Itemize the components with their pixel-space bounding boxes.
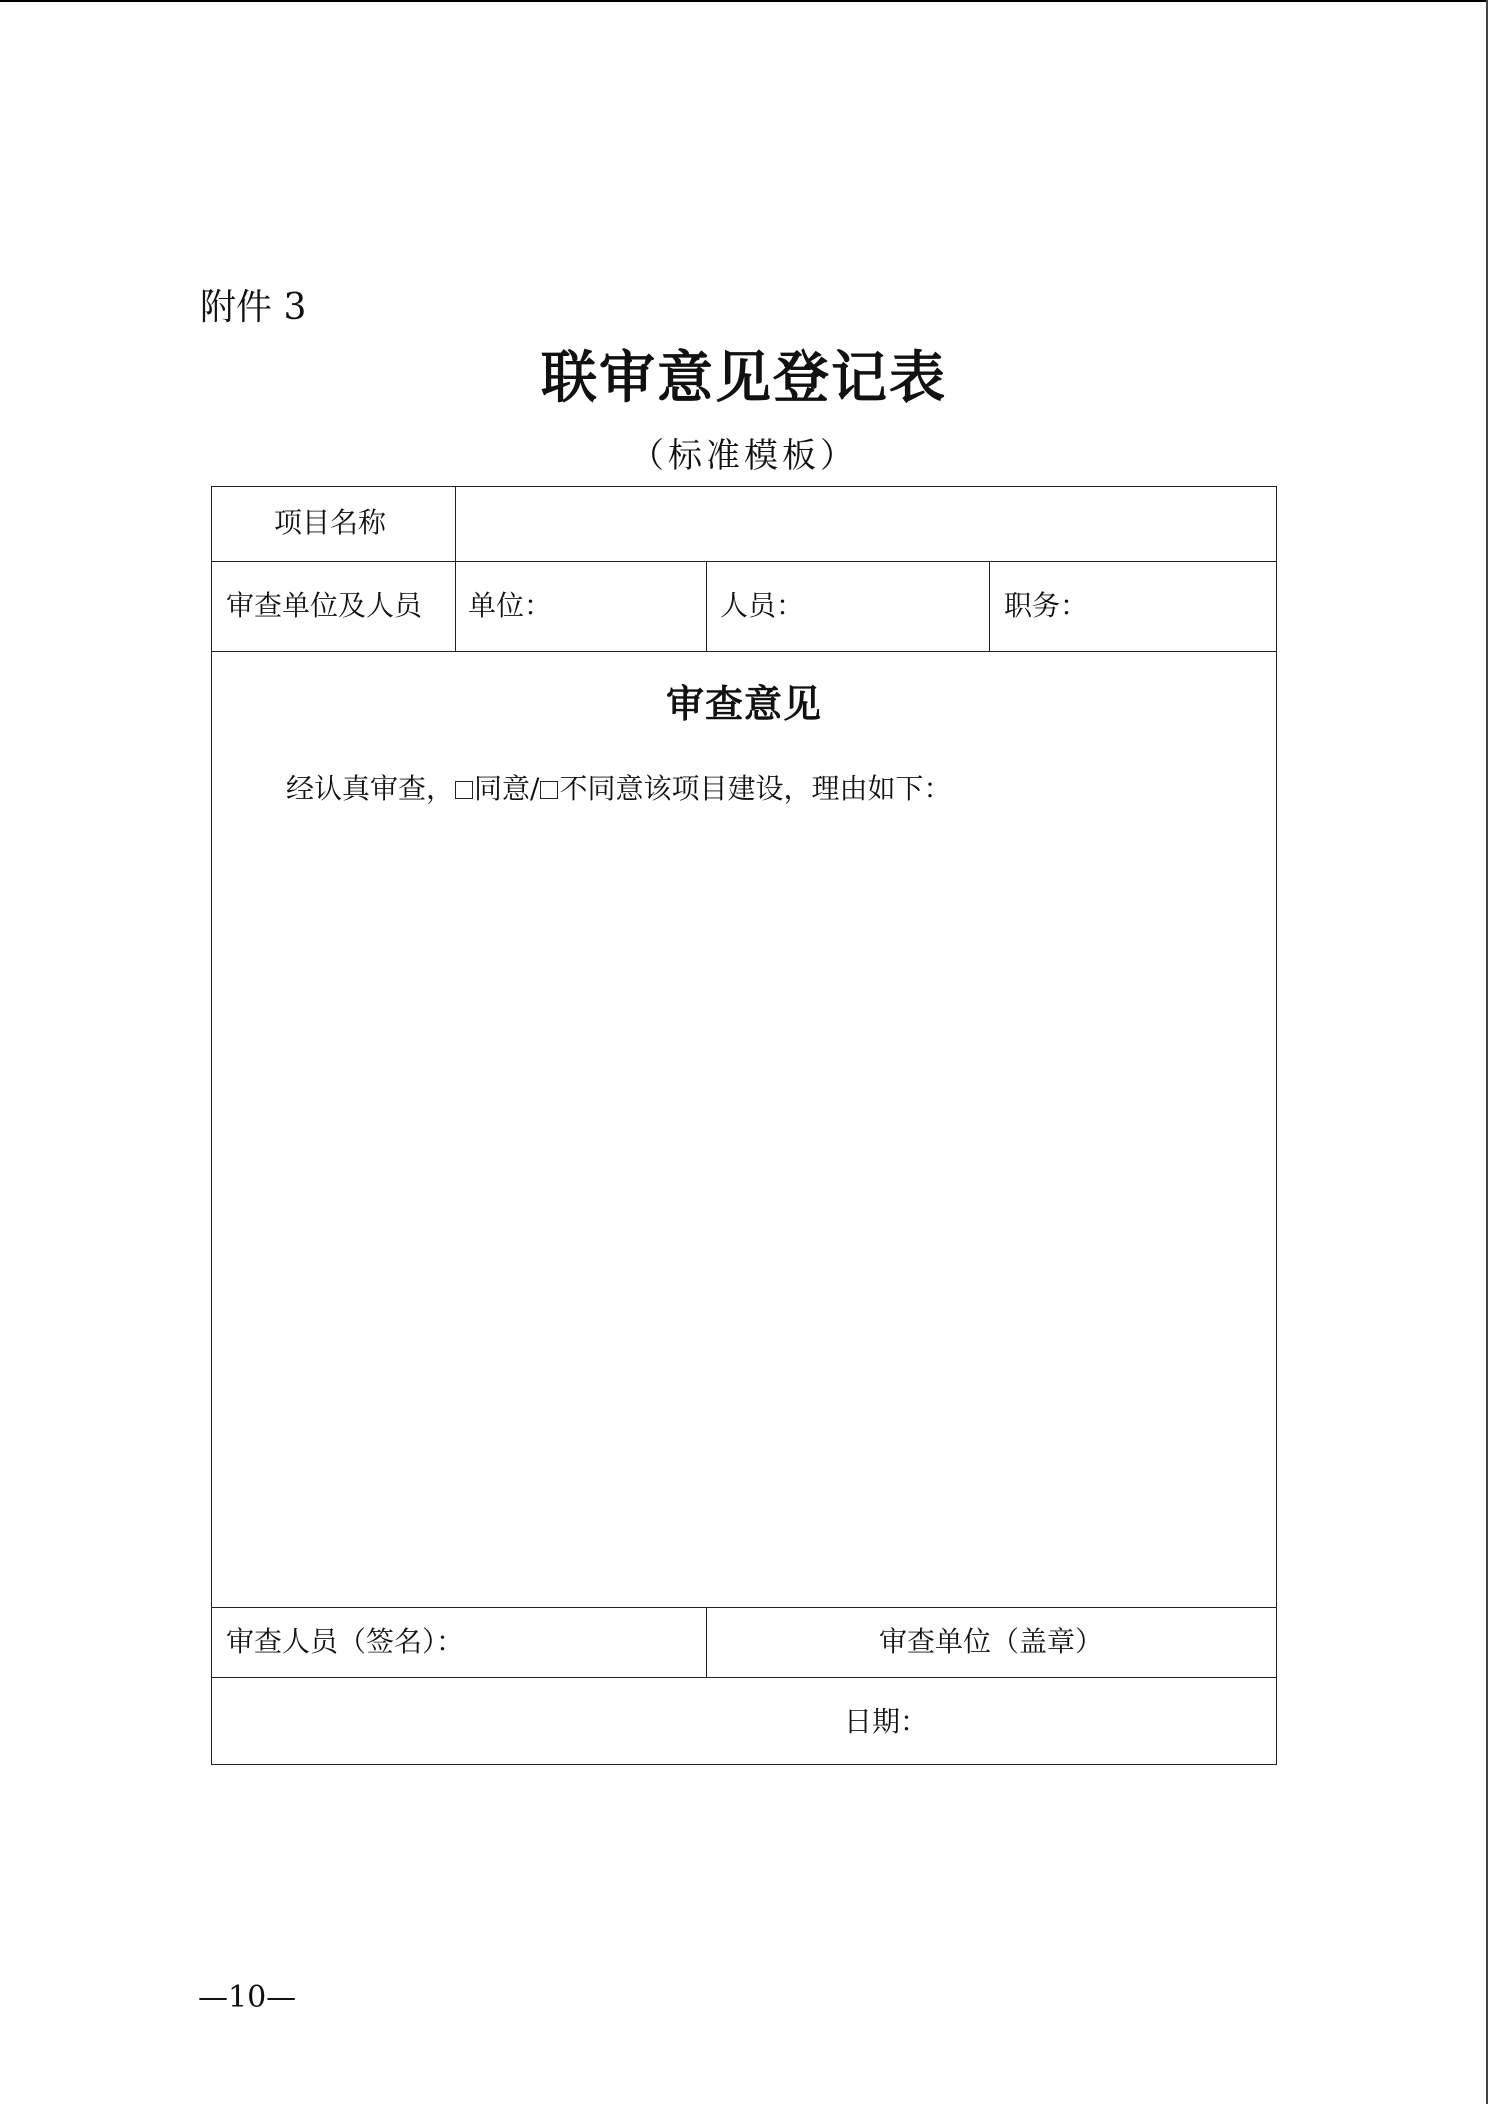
person-field-label: 人员： bbox=[720, 589, 805, 622]
column-divider bbox=[706, 561, 707, 651]
reviewer-row-label: 审查单位及人员 bbox=[226, 589, 423, 622]
page-title: 联审意见登记表 bbox=[541, 345, 947, 411]
disagree-label: 不同意该项目建设，理由如下： bbox=[559, 772, 952, 805]
date-label: 日期： bbox=[844, 1705, 929, 1738]
unit-seal-label: 审查单位（盖章） bbox=[878, 1625, 1103, 1658]
agree-checkbox[interactable] bbox=[455, 781, 473, 799]
page-top-border bbox=[0, 0, 1488, 2]
opinion-prefix: 经认真审查， bbox=[286, 772, 455, 805]
disagree-checkbox[interactable] bbox=[540, 781, 558, 799]
project-name-label: 项目名称 bbox=[274, 506, 387, 539]
page-number: —10— bbox=[198, 1980, 297, 2015]
opinion-statement bbox=[286, 769, 951, 809]
column-divider bbox=[455, 487, 456, 651]
reviewer-signature-label: 审查人员（签名）： bbox=[226, 1625, 465, 1658]
column-divider bbox=[989, 561, 990, 651]
page-subtitle: （标准模板） bbox=[630, 436, 858, 476]
position-field-label: 职务： bbox=[1004, 589, 1089, 622]
row-divider bbox=[212, 561, 1276, 562]
opinion-section-title: 审查意见 bbox=[665, 681, 822, 726]
attachment-label: 附件 3 bbox=[200, 287, 307, 328]
unit-field-label: 单位： bbox=[468, 589, 553, 622]
row-divider bbox=[212, 1677, 1276, 1678]
agree-label: 同意/ bbox=[474, 772, 540, 805]
project-name-field[interactable] bbox=[474, 505, 1254, 541]
row-divider bbox=[212, 1607, 1276, 1608]
row-divider bbox=[212, 651, 1276, 652]
review-form-table bbox=[211, 486, 1277, 1765]
